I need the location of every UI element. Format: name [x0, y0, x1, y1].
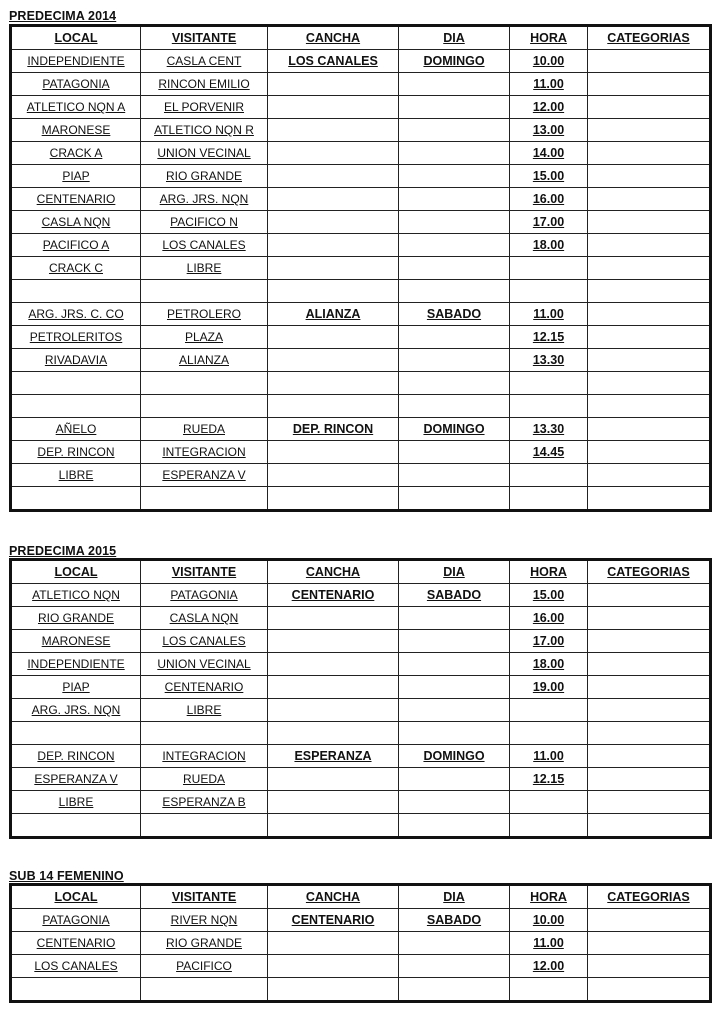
- table-cell-local: RIVADAVIA: [11, 349, 141, 372]
- table-header-row: [11, 560, 711, 584]
- table-cell-cancha: [268, 464, 399, 487]
- table-cell-visitante: [141, 280, 268, 303]
- column-header-visitante: VISITANTE: [141, 885, 268, 909]
- table-cell-dia: [399, 119, 510, 142]
- table-cell-dia: DOMINGO: [399, 50, 510, 73]
- table-cell-categorias: [588, 607, 711, 630]
- column-header-hora: HORA: [510, 885, 588, 909]
- table-cell-hora: [510, 257, 588, 280]
- table-cell-cancha: ESPERANZA: [268, 745, 399, 768]
- table-cell-hora: 19.00: [510, 676, 588, 699]
- column-header-local: LOCAL: [11, 885, 141, 909]
- fixture-table: [9, 883, 712, 1003]
- table-cell-dia: [399, 932, 510, 955]
- table-cell-categorias: [588, 188, 711, 211]
- table-cell-categorias: [588, 955, 711, 978]
- table-cell-hora: [510, 814, 588, 838]
- table-cell-cancha: [268, 676, 399, 699]
- table-cell-hora: 13.30: [510, 349, 588, 372]
- table-cell-visitante: PETROLERO: [141, 303, 268, 326]
- table-cell-visitante: UNION VECINAL: [141, 653, 268, 676]
- table-cell-dia: [399, 73, 510, 96]
- table-cell-cancha: [268, 722, 399, 745]
- table-row: [11, 676, 711, 699]
- table-cell-dia: SABADO: [399, 584, 510, 607]
- section-title: PREDECIMA 2015: [9, 544, 117, 558]
- table-row: [11, 487, 711, 511]
- table-row: [11, 909, 711, 932]
- table-cell-hora: 13.30: [510, 418, 588, 441]
- table-cell-dia: [399, 699, 510, 722]
- table-row: [11, 234, 711, 257]
- table-row: [11, 722, 711, 745]
- table-cell-cancha: [268, 607, 399, 630]
- table-cell-cancha: [268, 165, 399, 188]
- table-row: [11, 630, 711, 653]
- table-cell-dia: DOMINGO: [399, 745, 510, 768]
- table-cell-visitante: RIVER NQN: [141, 909, 268, 932]
- table-row: [11, 372, 711, 395]
- table-cell-dia: DOMINGO: [399, 418, 510, 441]
- table-row: [11, 165, 711, 188]
- table-cell-visitante: LIBRE: [141, 257, 268, 280]
- table-cell-dia: [399, 211, 510, 234]
- table-row: [11, 932, 711, 955]
- table-row: [11, 280, 711, 303]
- table-cell-hora: 11.00: [510, 73, 588, 96]
- table-cell-dia: [399, 464, 510, 487]
- table-cell-categorias: [588, 699, 711, 722]
- table-cell-hora: 17.00: [510, 630, 588, 653]
- table-row: [11, 326, 711, 349]
- table-cell-categorias: [588, 96, 711, 119]
- table-cell-local: AÑELO: [11, 418, 141, 441]
- table-row: [11, 50, 711, 73]
- table-cell-dia: [399, 234, 510, 257]
- section-title: SUB 14 FEMENINO: [9, 869, 124, 883]
- table-cell-hora: 16.00: [510, 188, 588, 211]
- table-cell-cancha: DEP. RINCON: [268, 418, 399, 441]
- column-header-dia: DIA: [399, 26, 510, 50]
- table-cell-local: [11, 722, 141, 745]
- table-cell-cancha: [268, 119, 399, 142]
- table-cell-hora: 12.15: [510, 326, 588, 349]
- table-cell-local: [11, 372, 141, 395]
- table-cell-visitante: CENTENARIO: [141, 676, 268, 699]
- table-cell-local: [11, 280, 141, 303]
- table-cell-cancha: [268, 349, 399, 372]
- table-cell-cancha: ALIANZA: [268, 303, 399, 326]
- table-row: [11, 653, 711, 676]
- table-cell-local: LIBRE: [11, 464, 141, 487]
- table-cell-dia: [399, 165, 510, 188]
- table-cell-hora: 11.00: [510, 303, 588, 326]
- table-cell-visitante: RINCON EMILIO: [141, 73, 268, 96]
- table-cell-visitante: RIO GRANDE: [141, 165, 268, 188]
- table-cell-hora: [510, 372, 588, 395]
- table-row: [11, 607, 711, 630]
- table-cell-cancha: [268, 73, 399, 96]
- table-cell-dia: [399, 280, 510, 303]
- table-cell-hora: [510, 487, 588, 511]
- table-cell-dia: [399, 791, 510, 814]
- table-cell-categorias: [588, 165, 711, 188]
- table-cell-dia: [399, 257, 510, 280]
- table-cell-local: ARG. JRS. C. CO: [11, 303, 141, 326]
- table-cell-dia: [399, 96, 510, 119]
- table-cell-local: PETROLERITOS: [11, 326, 141, 349]
- table-cell-categorias: [588, 676, 711, 699]
- table-cell-local: PATAGONIA: [11, 73, 141, 96]
- table-cell-cancha: [268, 932, 399, 955]
- table-cell-categorias: [588, 303, 711, 326]
- table-cell-local: ATLETICO NQN A: [11, 96, 141, 119]
- fixture-table: [9, 24, 712, 512]
- table-cell-dia: [399, 722, 510, 745]
- column-header-local: LOCAL: [11, 26, 141, 50]
- table-row: [11, 768, 711, 791]
- table-cell-categorias: [588, 234, 711, 257]
- table-row: [11, 303, 711, 326]
- table-cell-categorias: [588, 441, 711, 464]
- table-cell-local: CENTENARIO: [11, 188, 141, 211]
- column-header-dia: DIA: [399, 560, 510, 584]
- table-cell-dia: SABADO: [399, 303, 510, 326]
- table-cell-visitante: PACIFICO N: [141, 211, 268, 234]
- table-cell-categorias: [588, 791, 711, 814]
- table-cell-visitante: PLAZA: [141, 326, 268, 349]
- table-cell-dia: [399, 441, 510, 464]
- table-cell-cancha: [268, 234, 399, 257]
- table-row: [11, 119, 711, 142]
- column-header-categorias: CATEGORIAS: [588, 885, 711, 909]
- table-cell-categorias: [588, 257, 711, 280]
- table-cell-local: MARONESE: [11, 119, 141, 142]
- table-cell-visitante: INTEGRACION: [141, 745, 268, 768]
- table-cell-dia: [399, 814, 510, 838]
- table-row: [11, 395, 711, 418]
- table-cell-categorias: [588, 418, 711, 441]
- table-cell-hora: 15.00: [510, 165, 588, 188]
- fixture-table: [9, 558, 712, 839]
- table-cell-visitante: PATAGONIA: [141, 584, 268, 607]
- table-cell-cancha: [268, 372, 399, 395]
- table-cell-hora: 17.00: [510, 211, 588, 234]
- table-cell-cancha: CENTENARIO: [268, 909, 399, 932]
- table-cell-hora: 16.00: [510, 607, 588, 630]
- table-cell-local: CRACK C: [11, 257, 141, 280]
- table-cell-cancha: [268, 487, 399, 511]
- table-cell-categorias: [588, 119, 711, 142]
- table-cell-hora: [510, 699, 588, 722]
- table-cell-cancha: [268, 699, 399, 722]
- table-row: [11, 349, 711, 372]
- table-cell-visitante: ATLETICO NQN R: [141, 119, 268, 142]
- column-header-hora: HORA: [510, 26, 588, 50]
- table-cell-cancha: [268, 395, 399, 418]
- table-cell-cancha: LOS CANALES: [268, 50, 399, 73]
- table-cell-hora: [510, 280, 588, 303]
- table-cell-visitante: RUEDA: [141, 418, 268, 441]
- table-row: [11, 584, 711, 607]
- table-cell-cancha: [268, 791, 399, 814]
- table-cell-hora: 18.00: [510, 653, 588, 676]
- table-cell-hora: 15.00: [510, 584, 588, 607]
- table-cell-local: CENTENARIO: [11, 932, 141, 955]
- fixture-table-section: [9, 558, 712, 839]
- table-row: [11, 791, 711, 814]
- table-row: [11, 814, 711, 838]
- table-cell-categorias: [588, 584, 711, 607]
- table-cell-cancha: [268, 955, 399, 978]
- table-cell-categorias: [588, 909, 711, 932]
- table-cell-hora: 12.00: [510, 96, 588, 119]
- table-cell-visitante: PACIFICO: [141, 955, 268, 978]
- table-cell-hora: 18.00: [510, 234, 588, 257]
- table-cell-visitante: RUEDA: [141, 768, 268, 791]
- table-cell-visitante: EL PORVENIR: [141, 96, 268, 119]
- table-cell-categorias: [588, 211, 711, 234]
- table-cell-visitante: RIO GRANDE: [141, 932, 268, 955]
- table-cell-categorias: [588, 142, 711, 165]
- table-cell-local: INDEPENDIENTE: [11, 50, 141, 73]
- table-row: [11, 978, 711, 1002]
- table-cell-visitante: ESPERANZA V: [141, 464, 268, 487]
- table-cell-dia: [399, 978, 510, 1002]
- column-header-categorias: CATEGORIAS: [588, 26, 711, 50]
- fixture-table-section: [9, 883, 712, 1003]
- table-row: [11, 211, 711, 234]
- table-cell-dia: [399, 607, 510, 630]
- table-cell-local: DEP. RINCON: [11, 745, 141, 768]
- table-row: [11, 441, 711, 464]
- column-header-cancha: CANCHA: [268, 560, 399, 584]
- table-cell-categorias: [588, 978, 711, 1002]
- table-cell-visitante: INTEGRACION: [141, 441, 268, 464]
- table-cell-categorias: [588, 932, 711, 955]
- table-cell-categorias: [588, 395, 711, 418]
- table-cell-dia: [399, 372, 510, 395]
- column-header-cancha: CANCHA: [268, 26, 399, 50]
- column-header-visitante: VISITANTE: [141, 26, 268, 50]
- table-row: [11, 188, 711, 211]
- table-cell-cancha: [268, 441, 399, 464]
- table-cell-local: [11, 978, 141, 1002]
- table-cell-cancha: [268, 653, 399, 676]
- table-cell-hora: [510, 978, 588, 1002]
- section-title: PREDECIMA 2014: [9, 9, 117, 23]
- table-row: [11, 257, 711, 280]
- table-cell-categorias: [588, 653, 711, 676]
- table-cell-dia: [399, 676, 510, 699]
- table-cell-visitante: [141, 487, 268, 511]
- table-row: [11, 745, 711, 768]
- table-cell-dia: [399, 326, 510, 349]
- table-cell-cancha: [268, 768, 399, 791]
- table-cell-visitante: [141, 395, 268, 418]
- table-cell-categorias: [588, 768, 711, 791]
- column-header-visitante: VISITANTE: [141, 560, 268, 584]
- table-cell-hora: 10.00: [510, 50, 588, 73]
- table-cell-cancha: [268, 142, 399, 165]
- table-cell-local: LIBRE: [11, 791, 141, 814]
- table-cell-categorias: [588, 814, 711, 838]
- column-header-local: LOCAL: [11, 560, 141, 584]
- fixture-table-section: [9, 24, 712, 512]
- table-cell-visitante: LIBRE: [141, 699, 268, 722]
- table-cell-categorias: [588, 73, 711, 96]
- table-cell-visitante: CASLA NQN: [141, 607, 268, 630]
- table-cell-categorias: [588, 630, 711, 653]
- table-cell-categorias: [588, 464, 711, 487]
- table-cell-dia: [399, 487, 510, 511]
- table-cell-hora: 12.00: [510, 955, 588, 978]
- table-cell-local: LOS CANALES: [11, 955, 141, 978]
- table-row: [11, 955, 711, 978]
- table-cell-local: MARONESE: [11, 630, 141, 653]
- table-cell-hora: [510, 722, 588, 745]
- table-cell-cancha: [268, 630, 399, 653]
- table-cell-visitante: [141, 372, 268, 395]
- table-cell-visitante: ARG. JRS. NQN: [141, 188, 268, 211]
- table-cell-dia: [399, 349, 510, 372]
- table-cell-cancha: [268, 814, 399, 838]
- table-cell-hora: [510, 791, 588, 814]
- table-cell-visitante: [141, 722, 268, 745]
- table-cell-hora: 14.00: [510, 142, 588, 165]
- table-cell-hora: 14.45: [510, 441, 588, 464]
- table-cell-local: PATAGONIA: [11, 909, 141, 932]
- table-cell-hora: 10.00: [510, 909, 588, 932]
- table-cell-local: ARG. JRS. NQN: [11, 699, 141, 722]
- table-row: [11, 699, 711, 722]
- table-header-row: [11, 26, 711, 50]
- table-cell-hora: 11.00: [510, 932, 588, 955]
- table-cell-categorias: [588, 487, 711, 511]
- table-cell-cancha: CENTENARIO: [268, 584, 399, 607]
- table-row: [11, 142, 711, 165]
- table-row: [11, 73, 711, 96]
- table-cell-local: PIAP: [11, 165, 141, 188]
- table-cell-local: RIO GRANDE: [11, 607, 141, 630]
- table-cell-cancha: [268, 280, 399, 303]
- table-cell-cancha: [268, 257, 399, 280]
- table-cell-cancha: [268, 978, 399, 1002]
- table-cell-categorias: [588, 722, 711, 745]
- table-cell-visitante: [141, 814, 268, 838]
- table-cell-dia: [399, 142, 510, 165]
- table-cell-hora: 11.00: [510, 745, 588, 768]
- table-cell-visitante: LOS CANALES: [141, 630, 268, 653]
- table-cell-dia: [399, 955, 510, 978]
- table-cell-cancha: [268, 211, 399, 234]
- table-cell-categorias: [588, 326, 711, 349]
- table-row: [11, 418, 711, 441]
- table-cell-visitante: ALIANZA: [141, 349, 268, 372]
- table-cell-local: [11, 487, 141, 511]
- table-cell-local: [11, 395, 141, 418]
- table-cell-categorias: [588, 372, 711, 395]
- table-cell-hora: [510, 464, 588, 487]
- column-header-dia: DIA: [399, 885, 510, 909]
- table-cell-cancha: [268, 326, 399, 349]
- table-cell-local: DEP. RINCON: [11, 441, 141, 464]
- table-header-row: [11, 885, 711, 909]
- table-cell-visitante: [141, 978, 268, 1002]
- table-cell-visitante: ESPERANZA B: [141, 791, 268, 814]
- table-cell-dia: [399, 653, 510, 676]
- table-cell-local: ESPERANZA V: [11, 768, 141, 791]
- table-row: [11, 96, 711, 119]
- table-cell-dia: [399, 395, 510, 418]
- table-cell-hora: 13.00: [510, 119, 588, 142]
- table-cell-hora: 12.15: [510, 768, 588, 791]
- table-cell-categorias: [588, 349, 711, 372]
- column-header-hora: HORA: [510, 560, 588, 584]
- table-cell-hora: [510, 395, 588, 418]
- table-cell-local: ATLETICO NQN: [11, 584, 141, 607]
- table-cell-dia: [399, 768, 510, 791]
- table-row: [11, 464, 711, 487]
- column-header-categorias: CATEGORIAS: [588, 560, 711, 584]
- table-cell-categorias: [588, 50, 711, 73]
- table-cell-visitante: LOS CANALES: [141, 234, 268, 257]
- table-cell-categorias: [588, 280, 711, 303]
- table-cell-dia: SABADO: [399, 909, 510, 932]
- table-cell-visitante: CASLA CENT: [141, 50, 268, 73]
- table-cell-dia: [399, 630, 510, 653]
- table-cell-visitante: UNION VECINAL: [141, 142, 268, 165]
- table-cell-dia: [399, 188, 510, 211]
- table-cell-local: INDEPENDIENTE: [11, 653, 141, 676]
- table-cell-local: CASLA NQN: [11, 211, 141, 234]
- table-cell-local: PIAP: [11, 676, 141, 699]
- table-cell-categorias: [588, 745, 711, 768]
- table-cell-cancha: [268, 188, 399, 211]
- table-cell-cancha: [268, 96, 399, 119]
- table-cell-local: CRACK A: [11, 142, 141, 165]
- table-cell-local: [11, 814, 141, 838]
- column-header-cancha: CANCHA: [268, 885, 399, 909]
- table-cell-local: PACIFICO A: [11, 234, 141, 257]
